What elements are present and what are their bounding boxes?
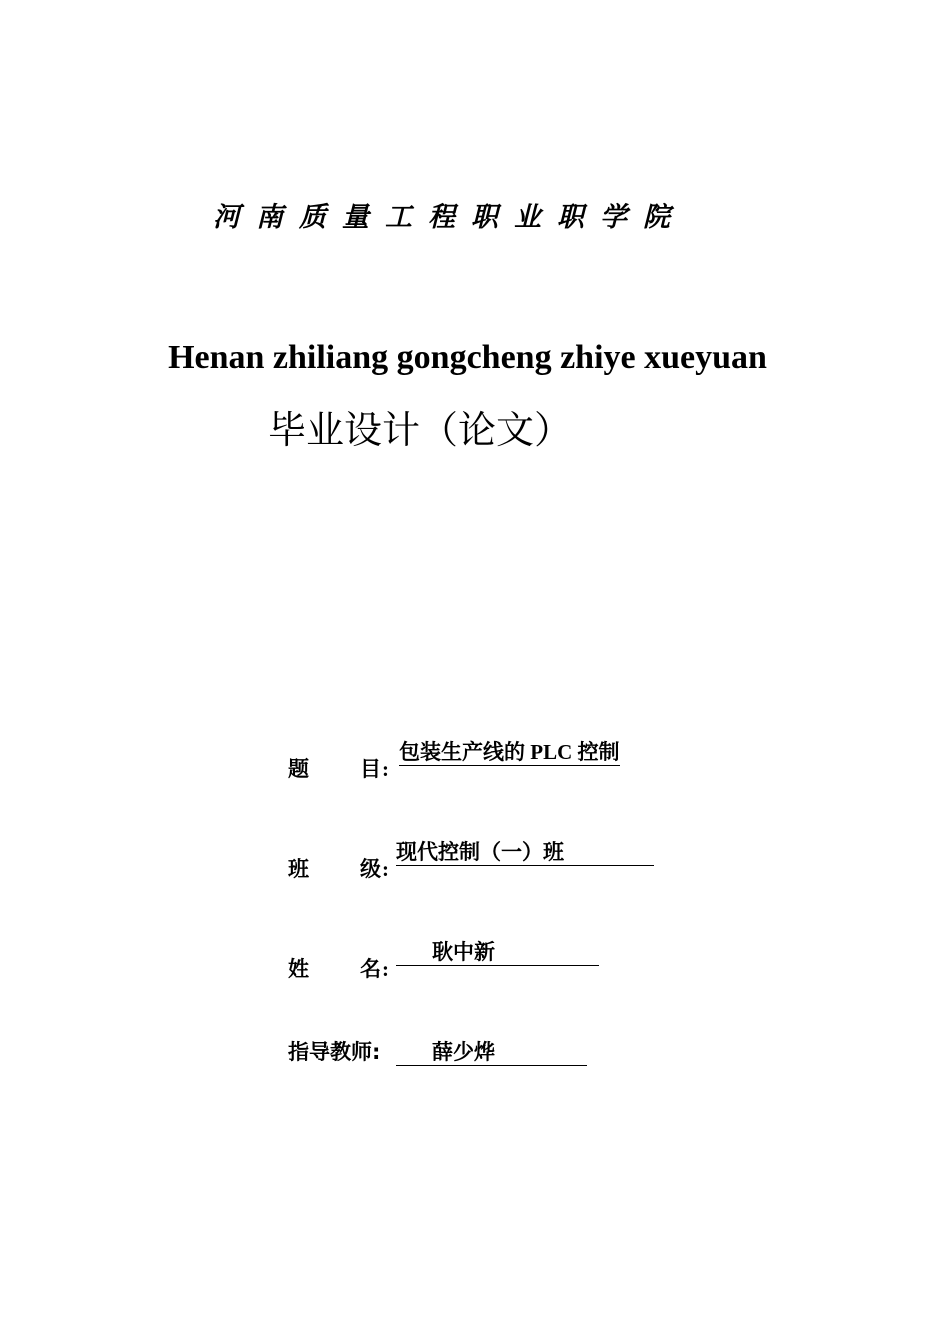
class-row — [288, 835, 654, 881]
name-label-colon: : — [382, 957, 389, 981]
title-value-part2: 控制 — [577, 739, 620, 764]
title-label-colon: : — [382, 757, 389, 781]
name-row — [288, 935, 599, 981]
name-value: 耿中新 — [396, 939, 599, 966]
college-name-pinyin: Henan zhiliang gongcheng zhiye xueyuan — [168, 339, 767, 376]
class-label-char2: 级 — [360, 857, 381, 881]
class-value: 现代控制（一）班 — [396, 839, 654, 866]
college-name-chinese: 河南质量工程职业职学院 — [213, 202, 686, 233]
title-value-plc: PLC — [525, 739, 578, 764]
title-label-char2: 目 — [360, 757, 381, 781]
advisor-label: 指导教师: — [288, 1040, 381, 1064]
name-label-char2: 名 — [360, 957, 381, 981]
title-value-part1: 包装生产线的 — [399, 739, 525, 764]
thesis-type-heading: 毕业设计（论文） — [268, 408, 573, 452]
name-label-char1: 姓 — [288, 957, 309, 981]
class-label-char1: 班 — [288, 857, 309, 881]
advisor-row — [288, 1035, 587, 1069]
class-label-colon: : — [382, 857, 389, 881]
title-value — [399, 739, 620, 766]
title-row — [288, 735, 620, 781]
advisor-value: 薛少烨 — [396, 1039, 587, 1066]
title-label-char1: 题 — [288, 757, 309, 781]
